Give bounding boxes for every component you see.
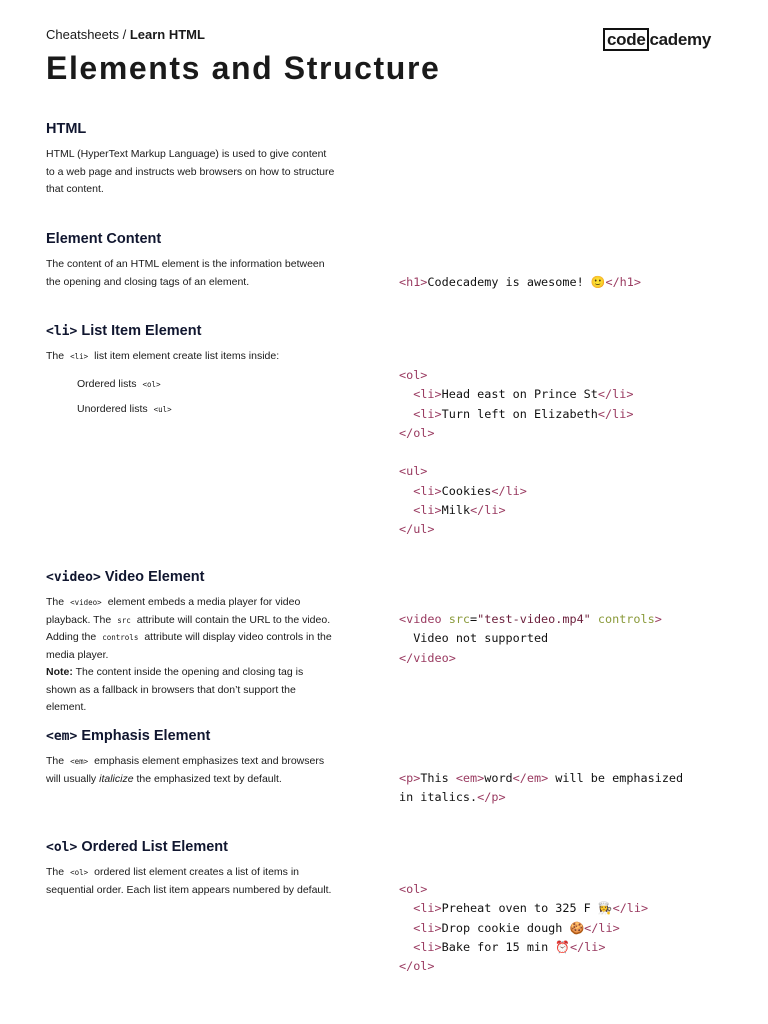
code-example [399,769,683,808]
code-text: Cookies [441,483,492,498]
code-line [399,273,641,292]
code-line [399,405,633,424]
inline-code: <video> [70,598,102,607]
code-line [399,919,648,938]
code-text: in italics. [399,790,478,805]
inline-code: src [117,615,131,625]
code-tag: </li> [470,503,506,518]
code-line [399,610,662,629]
section-li [46,323,336,422]
code-text: word [484,771,513,785]
code-line [399,520,633,539]
text: attribute will contain the URL to the video. Adding the [46,613,331,643]
code-line [399,957,648,976]
inline-code: <ul> [153,404,172,414]
code-text: Milk [441,503,471,518]
code-tag: <ol> [399,368,428,382]
code-tag: <li> [413,503,442,518]
section-body [46,594,336,717]
code-text: = [470,612,478,626]
section-video [46,569,336,717]
code-tag: <p> [399,771,421,785]
text: attribute will display video controls in the media player. [46,631,332,661]
code-line [399,501,633,520]
heading-code: <li> [46,324,78,339]
code-tag: <h1> [399,275,428,289]
heading-text: Ordered List Element [77,839,228,855]
text: ordered list element creates a list of items in sequential order. Each list item appears numbered by default. [46,866,332,896]
code-line [399,629,662,648]
breadcrumb-root[interactable]: Cheatsheets [46,27,119,42]
section-body [46,864,336,899]
code-tag: </h1> [605,275,641,289]
code-text: Codecademy is awesome! 🙂 [427,275,606,289]
item-label: Unordered lists [77,402,148,415]
code-tag: </li> [597,406,634,421]
code-text: This [420,771,456,785]
section-heading: HTML [46,121,87,137]
code-tag: </ul> [399,522,435,537]
section-body: The content of an HTML element is the information between the opening and closing tags of an element. [46,258,325,288]
text: The [46,596,65,608]
text: list item element create list items inside: [94,350,280,362]
text: emphasis element emphasizes text and browsers will usually [46,755,325,785]
item-label: Ordered lists [77,377,137,390]
section-body [46,348,336,366]
code-tag: <ol> [399,882,428,896]
code-tag: <video [399,612,449,626]
logo-cademy: cademy [649,30,712,49]
code-tag: <ul> [399,464,428,479]
breadcrumb [46,27,205,42]
section-html [46,121,336,199]
list-item [77,372,336,422]
code-tag: </p> [477,790,506,805]
section-heading [46,323,336,339]
page-title: Elements and Structure [46,50,441,86]
code-text [399,387,413,401]
inline-code: <em> [70,757,89,766]
code-tag: </em> [512,771,549,785]
code-text: Head east on Prince St [441,387,598,402]
code-line [399,366,633,385]
code-tag: <em> [455,771,485,785]
code-line [399,482,633,501]
code-text: Bake for 15 min ⏰ [441,939,570,954]
code-text: Turn left on Elizabeth [441,406,598,421]
note-text: The content inside the opening and closing tag is shown as a fallback in browsers that don’t support the element. [46,666,304,713]
breadcrumb-separator: / [119,27,130,42]
text: element embeds a media player for video playback. The [46,596,301,626]
code-tag: </li> [584,920,620,935]
code-line [399,424,633,443]
code-text: will be emphasized [548,771,684,785]
code-text [399,407,413,421]
logo-code: code [603,28,649,51]
italic-text: italicize [99,772,134,785]
text: The [46,866,65,878]
section-em [46,728,336,788]
code-tag: </ol> [399,425,435,440]
section-ol [46,839,336,899]
inline-code: controls [102,633,139,642]
section-body [46,753,336,788]
section-element-content [46,231,336,291]
heading-text: Emphasis Element [77,728,211,744]
heading-code: <video> [46,570,101,585]
code-tag: <li> [413,387,442,402]
code-text [399,921,413,935]
code-text [399,901,413,915]
code-tag: <li> [413,920,442,935]
note-label: Note: [46,666,73,678]
heading-text: Video Element [100,569,205,585]
code-line [399,385,633,404]
code-attr: src [448,612,471,626]
code-line [399,788,683,807]
heading-code: <em> [46,729,78,744]
code-tag: </li> [491,483,527,498]
code-text: Drop cookie dough 🍪 [441,920,585,935]
heading-code: <ol> [46,840,78,855]
heading-text: List Item Element [77,323,202,339]
code-line [399,443,633,462]
inline-code: <ol> [70,868,89,877]
code-example [399,273,641,292]
inline-code: <ol> [142,379,161,389]
section-body: HTML (HyperText Markup Language) is used to give content to a web page and instructs web browsers on how to structure that content. [46,148,335,195]
code-tag: </li> [569,939,606,954]
code-attr: controls [590,612,655,626]
codecademy-logo[interactable] [603,30,711,50]
code-tag: </li> [612,901,649,916]
inline-code: <li> [70,352,89,361]
section-heading: Element Content [46,231,162,247]
code-line [399,462,633,481]
code-line [399,649,662,668]
code-str: "test-video.mp4" [477,612,591,626]
code-line [399,769,683,788]
code-tag: <li> [413,406,442,421]
section-heading [46,728,336,744]
text: The [46,350,65,362]
code-line [399,938,648,957]
code-example [399,880,648,976]
code-tag: <li> [413,939,442,954]
code-tag: <li> [413,901,442,916]
code-text: Preheat oven to 325 F 👩‍🍳 [441,901,613,916]
code-line [399,899,648,918]
code-example [399,366,633,540]
code-tag: > [654,612,662,626]
code-text [399,503,413,517]
code-example [399,610,662,668]
code-text [399,484,413,498]
text: The [46,755,65,767]
section-heading [46,839,336,855]
breadcrumb-current: Learn HTML [129,27,205,42]
code-tag: <li> [413,483,442,498]
code-tag: </ol> [399,959,435,974]
section-heading [46,569,336,585]
code-text [399,940,413,954]
code-line [399,880,648,899]
code-tag: </video> [399,650,456,665]
code-tag: </li> [597,387,634,402]
text: the emphasized text by default. [133,772,282,785]
code-text: Video not supported [399,631,549,646]
